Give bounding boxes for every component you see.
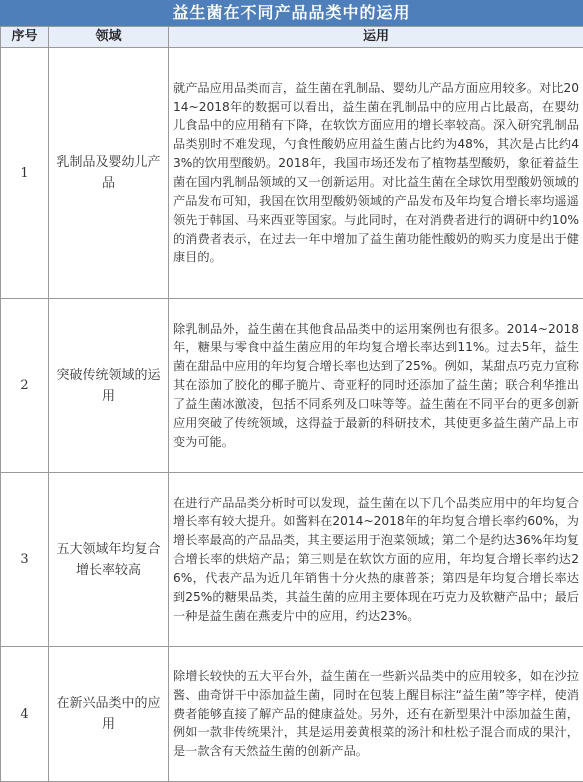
table-row — [1, 48, 583, 299]
row-use: 在进行产品品类分析时可以发现，益生菌在以下几个品类应用中的年均复合增长率有较大提升。如酱料在2014~2018年的年均复合增长率约60%，为增长率最高的产品品类，其主要运用于泡菜领域；第二个是约达36%年均复合增长率的烘焙产品；第三则是在软饮方面的应用，年均复合增长率约达26%，代表产品为近几年销售十分火热的康普茶；第四是年均复合增长率达到25%的糖果品类，其益生菌的应用主要体现在巧克力及软糖产品中；最后一种是益生菌在燕麦片中的应用，约达23%。 — [169, 473, 583, 647]
header-row — [1, 27, 583, 48]
table-title: 益生菌在不同产品品类中的运用 — [0, 0, 583, 26]
row-index: 1 — [1, 48, 49, 299]
header-index: 序号 — [1, 27, 49, 48]
row-use: 就产品应用品类而言，益生菌在乳制品、婴幼儿产品方面应用较多。对比2014~2018年的数据可以看出，益生菌在乳制品中的应用占比最高，在婴幼儿食品中的应用稍有下降，在软饮方面应用的增长率较高。深入研究乳制品品类别时不难发现，勺食性酸奶应用益生菌占比约为48%，其次是占比约43%的饮用型酸奶。2018年，我国市场还发布了植物基型酸奶，象征着益生菌在国内乳制品领域的又一创新运用。对比益生菌在全球饮用型酸奶领域的产品发布可知，我国在饮用型酸奶领域的产品发布及年均复合增长率均遥遥领先于韩国、马来西亚等国家。与此同时，在对消费者进行的调研中约10%的消费者表示，在过去一年中增加了益生菌功能性酸奶的购买力度是出于健康目的。 — [169, 48, 583, 299]
row-field: 在新兴品类中的应用 — [49, 647, 169, 782]
row-use: 除增长较快的五大平台外，益生菌在一些新兴品类中的应用较多，如在沙拉酱、曲奇饼干中添加益生菌，同时在包装上醒目标注“益生菌”等字样，使消费者能够直接了解产品的健康益处。另外，还有在新型果汁中添加益生菌，例如一款非传统果汁，其是运用姜黄根菜的汤汁和杜松子混合而成的果汁，是一款含有天然益生菌的创新产品。 — [169, 647, 583, 782]
probiotics-table — [0, 26, 583, 782]
row-field: 突破传统领域的运用 — [49, 299, 169, 473]
header-use: 运用 — [169, 27, 583, 48]
header-field: 领域 — [49, 27, 169, 48]
row-use: 除乳制品外，益生菌在其他食品品类中的运用案例也有很多。2014~2018年，糖果与零食中益生菌应用的年均复合增长率达到11%。过去5年，益生菌在甜品中应用的年均复合增长率也达到了25%。例如，某甜点巧克力宣称其在添加了胶化的椰子脆片、奇亚籽的同时还添加了益生菌；联合利华推出了益生菌冰激凌，包括不同系列及口味等等。益生菌在不同平台的更多创新应用突破了传统领域，这得益于最新的科研技术，其使更多益生菌产品上市变为可能。 — [169, 299, 583, 473]
row-index: 3 — [1, 473, 49, 647]
row-index: 4 — [1, 647, 49, 782]
table-row — [1, 299, 583, 473]
row-field: 五大领域年均复合增长率较高 — [49, 473, 169, 647]
table-row — [1, 647, 583, 782]
table-row — [1, 473, 583, 647]
row-field: 乳制品及婴幼儿产品 — [49, 48, 169, 299]
row-index: 2 — [1, 299, 49, 473]
